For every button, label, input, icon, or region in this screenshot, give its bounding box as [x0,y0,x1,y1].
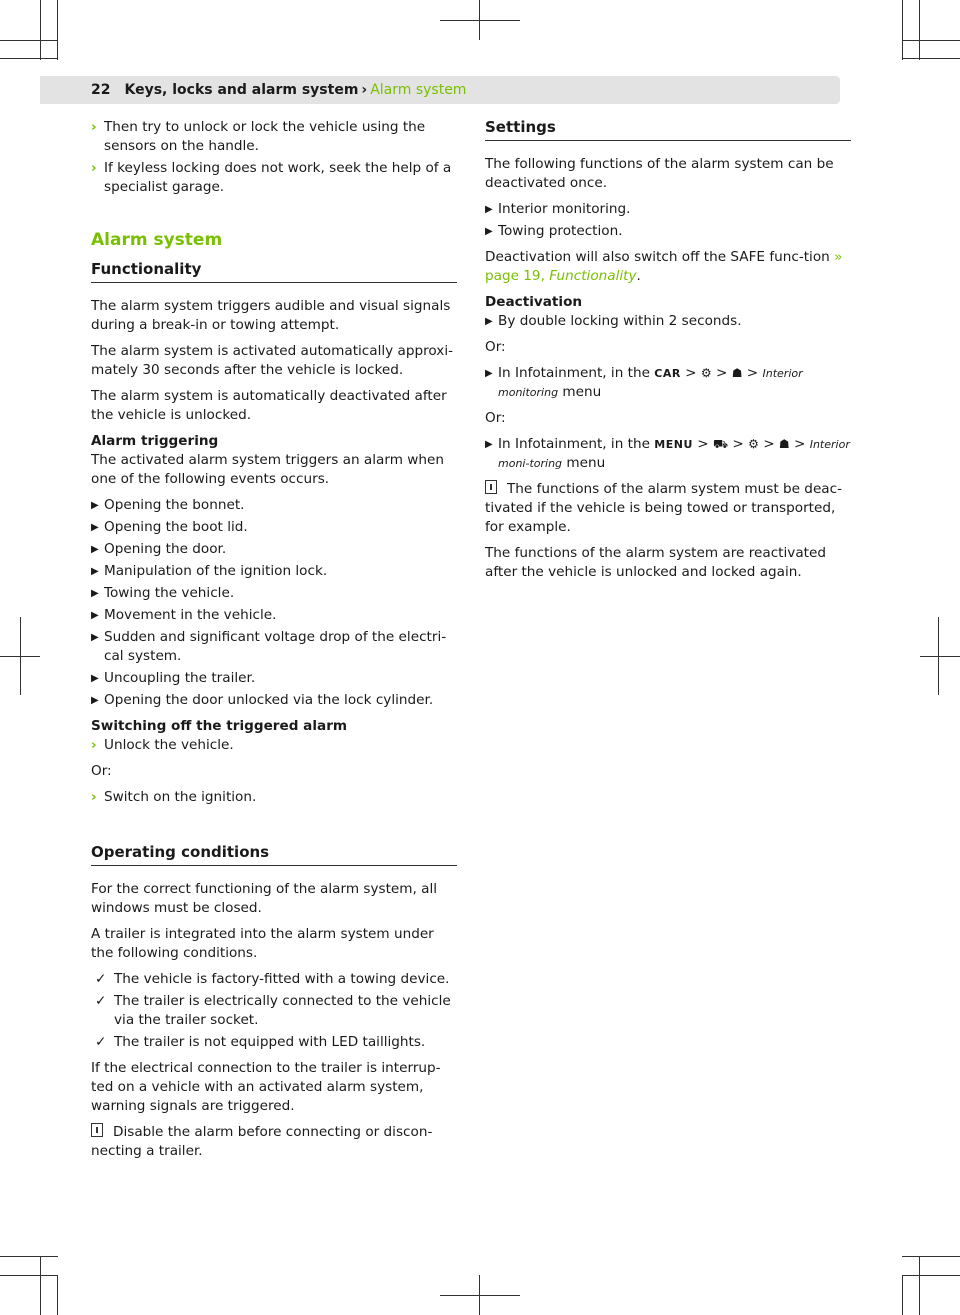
car-icon: ⛟ [712,437,729,451]
list-item: ▶ Opening the door unlocked via the lock cylinder. [91,692,434,708]
list-item: ✓ The trailer is not equipped with LED taillights. [95,1034,426,1050]
check-icon: ✓ [95,993,107,1009]
deactivation-step [485,312,851,331]
list-item: ✓ The vehicle is factory-fitted with a towing device. [95,971,450,987]
triggering-heading: Alarm triggering [91,433,219,449]
list-item: › Unlock the vehicle. [91,737,234,753]
paragraph: The following functions of the alarm system can be deactivated once. [485,156,834,191]
info-note-icon [91,1123,103,1137]
switch-off-step [91,736,457,755]
functions-list [485,200,851,241]
paragraph: The alarm system is automatically deactivated after the vehicle is unlocked. [91,388,447,423]
check-icon: ✓ [95,1034,107,1050]
step-marker-icon: › [91,119,97,135]
bullet-icon: ▶ [485,226,493,237]
bullet-icon: ▶ [485,368,493,379]
page-number: 22 [91,82,111,98]
paragraph: A trailer is integrated into the alarm system under the following conditions. [91,926,434,961]
paragraph: For the correct functioning of the alarm system, all windows must be closed. [91,881,438,916]
operating-conditions-heading: Operating conditions [91,843,457,866]
car-button: CAR [654,367,681,380]
check-icon: ✓ [95,971,107,987]
bullet-icon: ▶ [91,588,99,599]
crop-mark [57,0,58,60]
crop-mark [920,656,960,657]
step-marker-icon: › [91,160,97,176]
list-item: ✓ The trailer is electrically connected to the vehicle via the trailer socket. [95,993,451,1028]
crop-mark [902,0,903,60]
page-reference-link[interactable]: » page 19, Functionality [485,249,843,284]
list-item: ▶ Uncoupling the trailer. [91,670,256,686]
crop-mark [902,58,960,59]
functionality-heading: Functionality [91,260,457,283]
list-item: ▶ By double locking within 2 seconds. [485,313,742,329]
paragraph: The activated alarm system triggers an alarm when one of the following events occurs. [91,452,444,487]
bullet-icon: ▶ [91,673,99,684]
crop-mark [902,1275,903,1315]
gear-icon: ⚙ [700,366,712,380]
interior-monitoring-label: Interior moni-toring [498,438,850,470]
deactivation-heading: Deactivation [485,294,583,310]
note-paragraph: Disable the alarm before connecting or discon-necting a trailer. [91,1124,433,1159]
deactivation-step [485,435,851,473]
list-item: › If keyless locking does not work, seek the help of a specialist garage. [91,160,452,195]
gear-icon: ⚙ [748,437,759,451]
list-item: ▶ Manipulation of the ignition lock. [91,563,328,579]
paragraph: The alarm system is activated automatically approxi-mately 30 seconds after the vehicle is locked. [91,343,454,378]
paragraph: Deactivation will also switch off the SAFE func-tion » page 19, Functionality. [485,249,843,284]
section-title: Alarm system [91,230,223,250]
list-item: › Then try to unlock or lock the vehicle using the sensors on the handle. [91,119,426,154]
crop-mark [0,1275,58,1276]
note-paragraph: The functions of the alarm system must be deac-tivated if the vehicle is being towed or transported, for example. [485,481,843,535]
paragraph: The functions of the alarm system are reactivated after the vehicle is unlocked and locked again. [485,545,826,580]
person-icon: ☗ [778,437,790,451]
settings-heading: Settings [485,118,851,141]
or-text: Or: [485,410,506,426]
interior-monitoring-label: Interior monitoring [498,367,803,399]
bullet-icon: ▶ [91,632,99,643]
breadcrumb [91,80,466,100]
menu-button: MENU [654,438,693,451]
switch-off-step [91,788,457,807]
crop-mark [40,0,41,60]
list-item: ▶ Sudden and significant voltage drop of the electri-cal system. [91,629,447,664]
list-item: ▶ Interior monitoring. [485,201,631,217]
crop-mark [902,1256,960,1257]
crop-mark [919,1256,920,1315]
right-column [485,118,851,589]
crop-mark [0,40,58,41]
breadcrumb-section[interactable]: Alarm system [370,82,467,98]
person-icon: ☗ [731,366,743,380]
crop-mark [440,1295,520,1296]
trigger-list [91,496,457,710]
bullet-icon: ▶ [485,204,493,215]
bullet-icon: ▶ [91,566,99,577]
left-column [91,118,457,1168]
info-note-icon [485,480,497,494]
breadcrumb-chapter[interactable]: Keys, locks and alarm system [124,82,359,98]
list-item: ▶ In Infotainment, in the MENU > ⛟ > ⚙ > ☗ > Interior moni-toring menu [485,436,850,471]
bullet-icon: ▶ [91,500,99,511]
intro-steps [91,118,457,197]
bullet-icon: ▶ [91,610,99,621]
crop-mark [0,58,58,59]
bullet-icon: ▶ [91,522,99,533]
crop-mark [902,40,960,41]
list-item: ▶ Opening the boot lid. [91,519,248,535]
or-text: Or: [485,339,506,355]
crop-mark [40,1256,41,1315]
breadcrumb-separator: › [361,82,368,98]
conditions-list [91,970,457,1052]
crop-mark [57,1275,58,1315]
step-marker-icon: › [91,789,97,805]
bullet-icon: ▶ [91,544,99,555]
list-item: ▶ Towing the vehicle. [91,585,235,601]
paragraph: If the electrical connection to the trailer is interrup-ted on a vehicle with an activated alarm system, warning signals are triggered. [91,1060,441,1114]
bullet-icon: ▶ [485,316,493,327]
list-item: ▶ Towing protection. [485,223,623,239]
bullet-icon: ▶ [91,695,99,706]
or-text: Or: [91,763,112,779]
bullet-icon: ▶ [485,439,493,450]
step-marker-icon: › [91,737,97,753]
crop-mark [919,0,920,60]
list-item: ▶ Opening the bonnet. [91,497,245,513]
list-item: › Switch on the ignition. [91,789,257,805]
crop-mark [0,1256,58,1257]
list-item: ▶ Movement in the vehicle. [91,607,277,623]
deactivation-step [485,364,851,402]
list-item: ▶ In Infotainment, in the CAR > ⚙ > ☗ > Interior monitoring menu [485,365,803,400]
paragraph: The alarm system triggers audible and visual signals during a break-in or towing attempt. [91,298,451,333]
crop-mark [440,20,520,21]
list-item: ▶ Opening the door. [91,541,227,557]
switch-off-heading: Switching off the triggered alarm [91,718,348,734]
crop-mark [0,656,40,657]
crop-mark [902,1275,960,1276]
